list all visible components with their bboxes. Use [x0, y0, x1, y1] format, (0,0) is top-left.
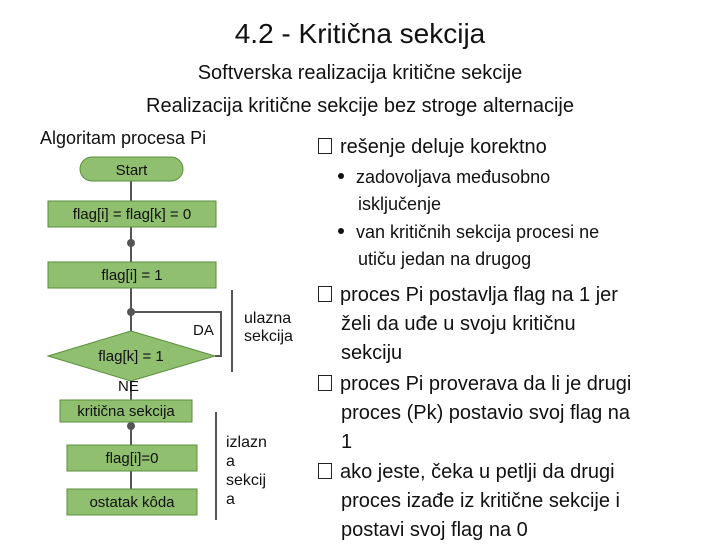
junction-dot [127, 239, 135, 247]
exit-note-line: sekcij [226, 472, 267, 489]
bullet-text: isključenje [358, 194, 442, 214]
exit-note-line: a [226, 491, 235, 508]
entry-note-line: ulazna [244, 310, 292, 327]
reset-flag-label: flag[i]=0 [105, 450, 159, 467]
decision-label: flag[k] = 1 [98, 348, 164, 365]
bullet-text: zadovoljava međusobno [356, 167, 551, 187]
exit-section-note [226, 433, 267, 509]
yes-label: DA [193, 322, 214, 339]
entry-note-line: sekcija [244, 328, 293, 345]
checkbox-bullet-icon [318, 375, 332, 391]
junction-dot [127, 422, 135, 430]
set-flag-label: flag[i] = 1 [101, 267, 163, 284]
checkbox-bullet-icon [318, 463, 332, 479]
remainder-label: ostatak kôda [89, 494, 175, 511]
bullet-text: proces Pi proverava da li je drugi [340, 373, 632, 395]
bullet-text: utiču jedan na drugog [358, 249, 532, 269]
page-title: 4.2 - Kritična sekcija [234, 18, 486, 49]
subtitle-secondary: Realizacija kritične sekcije bez stroge alternacije [146, 95, 574, 117]
bullet-1-sub-1 [338, 164, 550, 218]
checkbox-bullet-icon [318, 286, 332, 302]
no-label: NE [118, 378, 139, 395]
bullet-text: van kritičnih sekcija procesi ne [356, 222, 600, 242]
init-step-label: flag[i] = flag[k] = 0 [72, 206, 192, 223]
bullet-text: proces (Pk) postavio svoj flag na [341, 402, 631, 424]
bullet-text: želi da uđe u svoju kritičnu [341, 313, 576, 335]
start-label: Start [115, 162, 148, 179]
bullet-text: postavi svoj flag na 0 [341, 519, 528, 541]
bullet-text: 1 [341, 431, 353, 453]
bullet-1-sub-2 [338, 219, 599, 273]
bullet-text: sekciju [341, 342, 403, 364]
junction-dot [127, 308, 135, 316]
dot-bullet-icon [338, 173, 344, 179]
bullet-4 [318, 458, 620, 545]
flowchart-caption: Algoritam procesa Pi [40, 128, 207, 148]
bullet-3 [318, 370, 631, 457]
exit-note-line: a [226, 453, 235, 470]
bullet-2 [318, 281, 618, 368]
dot-bullet-icon [338, 228, 344, 234]
bullet-text: rešenje deluje korektno [340, 136, 547, 158]
critical-section-label: kritična sekcija [77, 403, 175, 420]
bullet-1 [318, 133, 547, 162]
subtitle: Softverska realizacija kritične sekcije [197, 62, 523, 84]
checkbox-bullet-icon [318, 138, 332, 154]
entry-section-note [244, 310, 293, 346]
bullet-text: ako jeste, čeka u petlji da drugi [340, 461, 615, 483]
bullet-text: proces Pi postavlja flag na 1 jer [340, 284, 618, 306]
bullet-text: proces izađe iz kritične sekcije i [341, 490, 620, 512]
exit-note-line: izlazn [226, 434, 267, 451]
